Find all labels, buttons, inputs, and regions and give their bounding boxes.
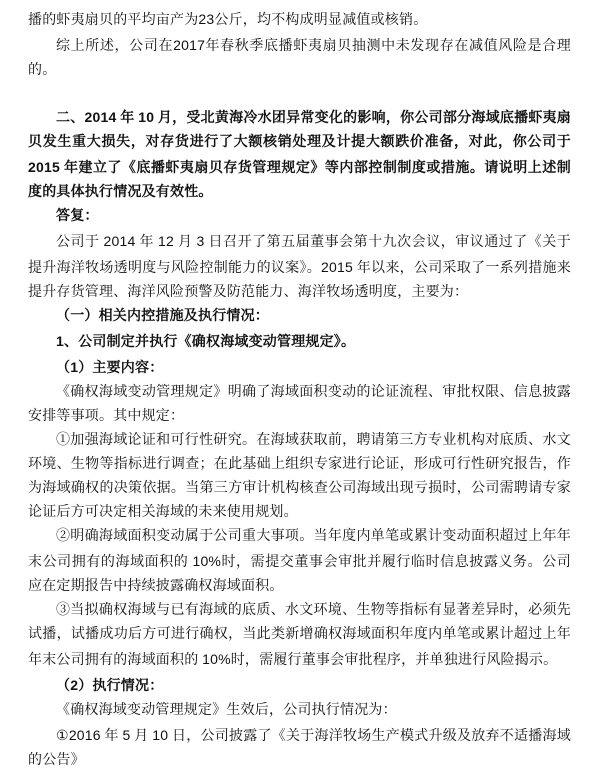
numeric-text: 10% — [202, 651, 231, 667]
numeric-text: 1 — [56, 333, 64, 349]
numeric-text: 3 — [196, 233, 205, 249]
paragraph: ②明确海域面积变动属于公司重大事项。当年度内单笔或累计变动面积超过上年年末公司拥有的海域面积的 10%时，需提交董事会审批并履行临时信息披露义务。公司应在定期报告中持续披露确权海域面积。 — [28, 529, 571, 594]
numeric-text: 2015 — [28, 159, 60, 175]
paragraph: ③当拟确权海域与已有海域的底质、水文环境、生物等指标有显著差异时，必须先试播，试播成功后方可进行确权，当此类新增确权海域面积年度内单笔或累计超过上年年末公司拥有的海域面积的 10%时，需履行董事会审批程序，并单独进行风险揭示。 — [28, 603, 571, 668]
numeric-text: 2014 — [103, 233, 136, 249]
paragraph: 公司于 2014 年 12 月 3 日召开了第五届董事会第十九次会议，审议通过了《关于提升海洋牧场透明度与风险控制能力的议案》。2015 年以来，公司采取了一系列措施来提升存货管理、海洋风险预警及防范能力、海洋牧场透明度，主要为： — [28, 233, 571, 300]
paragraph: 《确权海域变动管理规定》生效后，公司执行情况为： — [56, 703, 397, 718]
numeric-text: 1 — [70, 359, 79, 375]
numeric-text: 2015 — [321, 259, 353, 275]
paragraph: 播的虾夷扇贝的平均亩产为23公斤，均不构成明显减值或核销。 — [28, 11, 428, 28]
numeric-text: 23 — [198, 11, 215, 27]
numeric-text: 5 — [122, 727, 131, 743]
paragraph: （1）主要内容： — [56, 359, 164, 376]
numeric-text: 2016 — [68, 727, 101, 743]
paragraph: 综上所述，公司在2017年春秋季底播虾夷扇贝抽测中未发现存在减值风险是合理的。 — [28, 37, 571, 78]
paragraph: 1、公司制定并执行《确权海域变动管理规定》。 — [56, 333, 356, 350]
document-body — [28, 7, 571, 773]
paragraph: ①2016 年 5 月 10 日，公司披露了《关于海洋牧场生产模式升级及放弃不适播海域的公告》 — [28, 727, 571, 768]
numeric-text: 10% — [192, 553, 222, 569]
paragraph: 《确权海域变动管理规定》明确了海域面积变动的论证流程、审批权限、信息披露安排等事项。其中规定： — [28, 385, 571, 424]
paragraph: （2）执行情况： — [56, 677, 164, 694]
numeric-text: 10 — [152, 727, 169, 743]
numeric-text: 2014 — [84, 109, 117, 125]
numeric-text: 2017 — [173, 37, 206, 53]
paragraph: 答复： — [56, 209, 99, 224]
numeric-text: 12 — [158, 233, 175, 249]
numeric-text: 10 — [138, 109, 155, 125]
paragraph: （一）相关内控措施及执行情况： — [56, 309, 269, 324]
paragraph: ①加强海域论证和可行性研究。在海域获取前，聘请第三方专业机构对底质、水文环境、生物等指标进行调查；在此基础上组织专家进行论证，形成可行性研究报告，作为海域确权的决策依据。当第三方审计机构核查公司海域出现亏损时，公司需聘请专家论证后方可决定相关海域的未来使用规划。 — [28, 433, 571, 520]
numeric-text: 2 — [70, 677, 79, 693]
paragraph: 二、2014 年 10 月，受北黄海冷水团异常变化的影响，你公司部分海域底播虾夷扇贝发生重大损失，对存货进行了大额核销处理及计提大额跌价准备，对此，你公司于 2015 年建立了《底播虾夷扇贝存货管理规定》等内部控制制度或措施。请说明上述制度的具体执行情况及有效性。 — [28, 109, 572, 200]
